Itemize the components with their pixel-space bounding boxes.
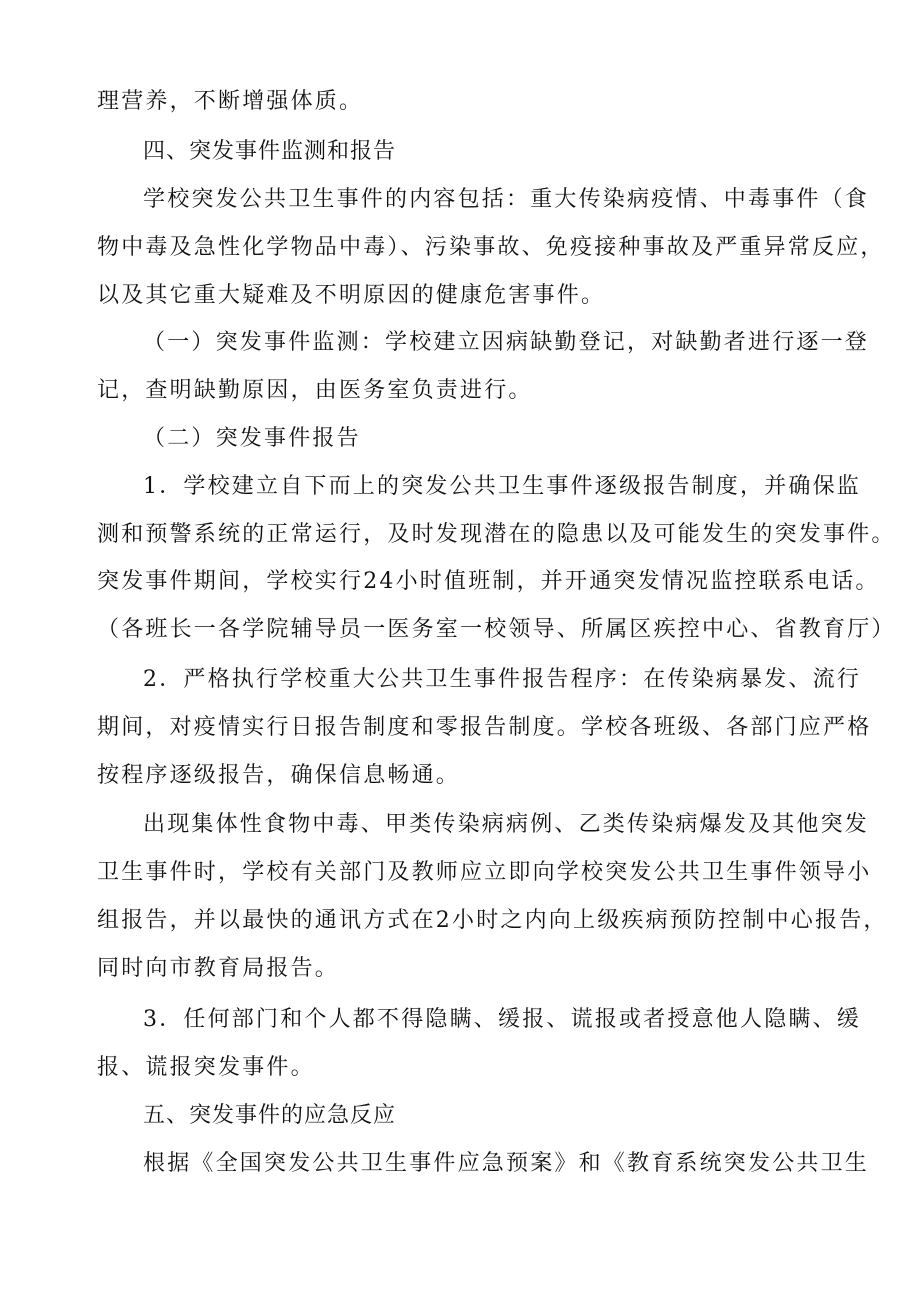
paragraph-line: 以及其它重大疑难及不明原因的健康危害事件。	[97, 283, 606, 308]
paragraph-line: 出现集体性食物中毒、甲类传染病病例、乙类传染病爆发及其他突发	[143, 812, 870, 837]
paragraph-line: （一）突发事件监测：学校建立因病缺勤登记，对缺勤者进行逐一登	[143, 330, 870, 355]
paragraph-line: 学校突发公共卫生事件的内容包括：重大传染病疫情、中毒事件（食	[143, 187, 870, 212]
paragraph-line: 期间，对疫情实行日报告制度和零报告制度。学校各班级、各部门应严格	[97, 715, 872, 740]
paragraph-line: 同时向市教育局报告。	[97, 956, 340, 981]
paragraph-line: 卫生事件时，学校有关部门及教师应立即向学校突发公共卫生事件领导小	[97, 860, 872, 885]
subsection-heading: （二）突发事件报告	[143, 426, 361, 451]
paragraph-line: （各班长一各学院辅导员一医务室一校领导、所属区疾控中心、省教育厅）	[97, 617, 896, 642]
paragraph-line: 物中毒及急性化学物品中毒）、污染事故、免疫接种事故及严重异常反应，	[97, 235, 885, 260]
section-heading-4: 四、突发事件监测和报告	[143, 139, 397, 164]
paragraph-line: 1．学校建立自下而上的突发公共卫生事件逐级报告制度，并确保监	[143, 474, 861, 499]
paragraph-line: 记，查明缺勤原因，由医务室负责进行。	[97, 378, 533, 403]
paragraph-line: 按程序逐级报告，确保信息畅通。	[97, 763, 461, 788]
paragraph-line: 根据《全国突发公共卫生事件应急预案》和《教育系统突发公共卫生	[143, 1151, 870, 1176]
paragraph-line: 3．任何部门和个人都不得隐瞒、缓报、谎报或者授意他人隐瞒、缓	[143, 1007, 861, 1032]
section-heading-5: 五、突发事件的应急反应	[143, 1103, 397, 1128]
paragraph-line: 组报告，并以最快的通讯方式在2小时之内向上级疾病预防控制中心报告，	[97, 908, 888, 933]
paragraph-line: 理营养，不断增强体质。	[97, 89, 364, 114]
paragraph-line: 突发事件期间，学校实行24小时值班制，并开通突发情况监控联系电话。	[97, 569, 880, 594]
paragraph-line: 2．严格执行学校重大公共卫生事件报告程序：在传染病暴发、流行	[143, 667, 861, 692]
paragraph-line: 测和预警系统的正常运行，及时发现潜在的隐患以及可能发生的突发事件。	[97, 522, 896, 547]
paragraph-line: 报、谎报突发事件。	[97, 1055, 315, 1080]
